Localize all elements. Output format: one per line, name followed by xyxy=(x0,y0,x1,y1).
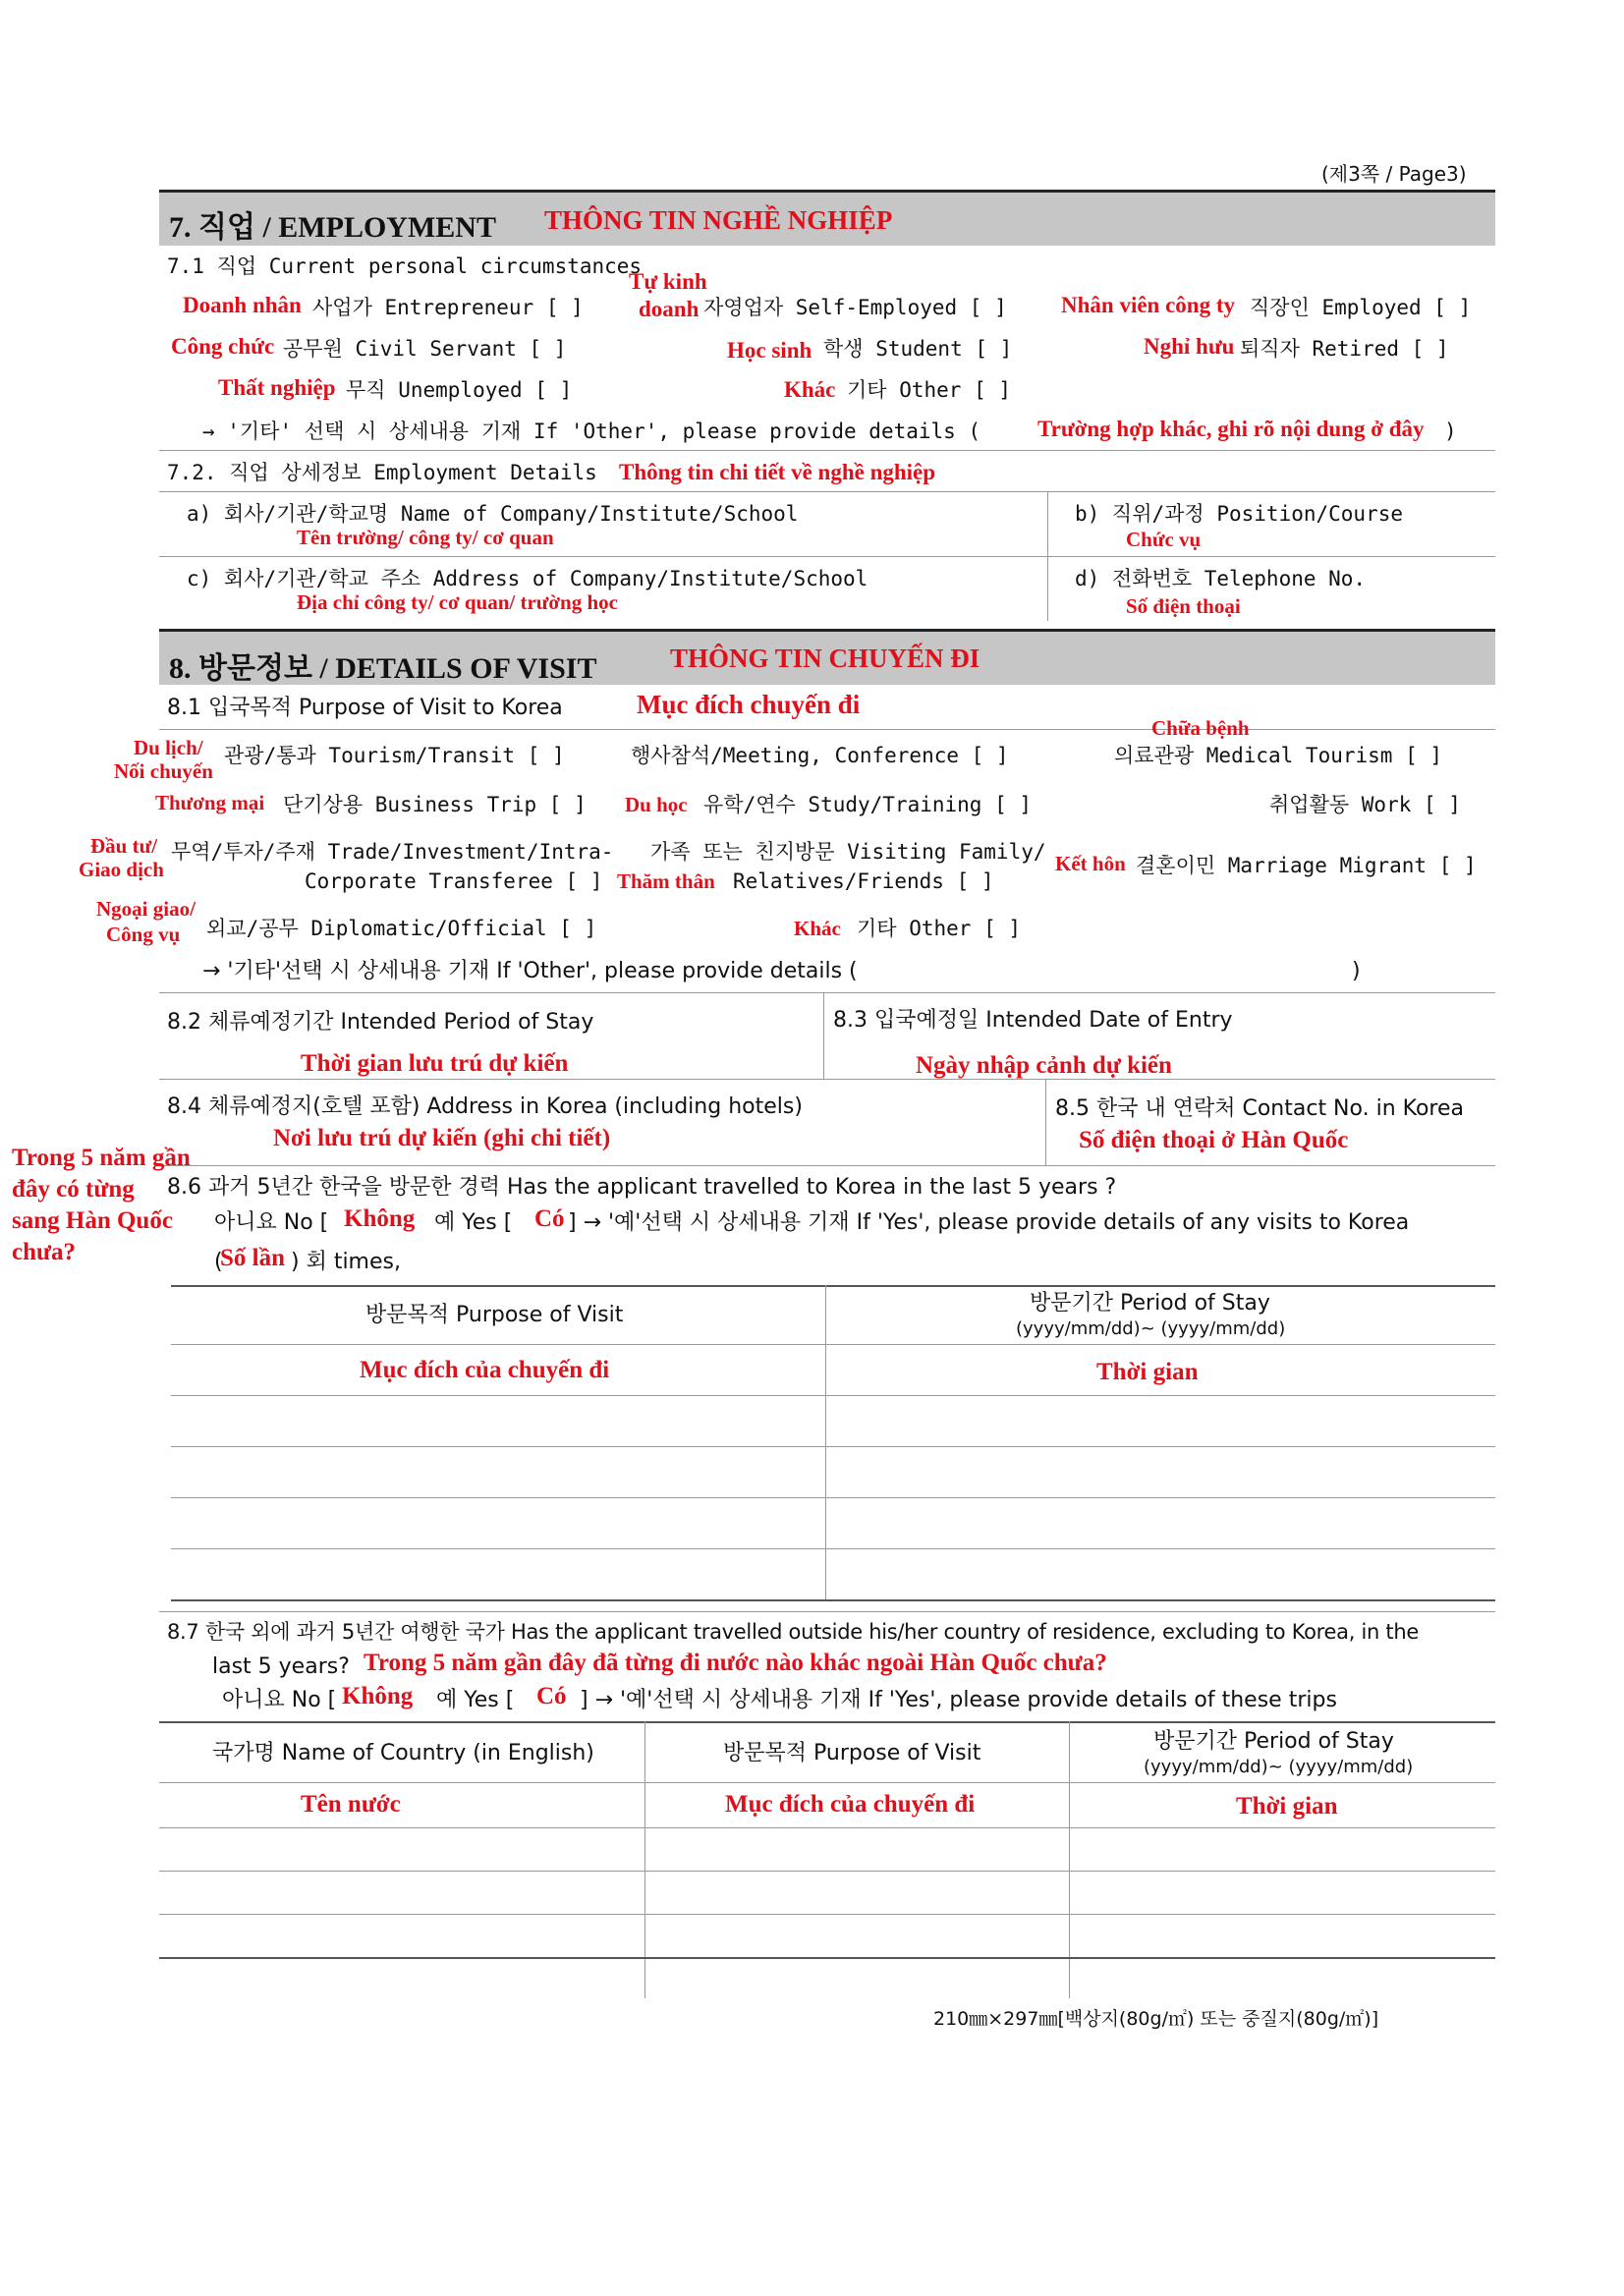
t86-col-period-format: (yyyy/mm/dd)~ (yyyy/mm/dd) xyxy=(1016,1318,1286,1339)
q87-vi: Trong 5 năm gần đây đã từng đi nước nào khác ngoài Hàn Quốc chưa? xyxy=(364,1650,1107,1676)
divider xyxy=(159,729,1495,730)
marriage-vi: Kết hôn xyxy=(1055,852,1126,875)
work-option[interactable]: 취업활동 Work [ ] xyxy=(1269,793,1461,816)
t86-col-purpose: 방문목적 Purpose of Visit xyxy=(365,1303,624,1327)
t87-col-period-format: (yyyy/mm/dd)~ (yyyy/mm/dd) xyxy=(1144,1757,1414,1777)
divider xyxy=(159,992,1495,993)
divider xyxy=(159,1165,1495,1166)
q86-vi-line3: sang Hàn Quốc xyxy=(12,1207,173,1234)
q85-label: 8.5 한국 내 연락처 Contact No. in Korea xyxy=(1055,1096,1464,1121)
q87-no-option[interactable]: 아니요 No [ xyxy=(222,1688,337,1712)
t86-row1-period-vi: Thời gian xyxy=(1096,1359,1199,1385)
section-7-header xyxy=(159,190,1495,246)
table-row-divider xyxy=(159,1871,1495,1872)
divider xyxy=(159,556,1495,557)
table-border xyxy=(159,1957,1495,1959)
family-option-line1[interactable]: 가족 또는 친지방문 Visiting Family/ xyxy=(650,840,1046,864)
medical-option[interactable]: 의료관광 Medical Tourism [ ] xyxy=(1114,744,1443,767)
q86-vi-line4: chưa? xyxy=(12,1239,77,1265)
business-option[interactable]: 단기상용 Business Trip [ ] xyxy=(283,793,587,816)
table-row-divider xyxy=(171,1548,1495,1549)
q82-label: 8.2 체류예정기간 Intended Period of Stay xyxy=(167,1010,594,1035)
t87-row1-period-vi: Thời gian xyxy=(1236,1793,1338,1820)
entrepreneur-option[interactable]: 사업가 Entrepreneur [ ] xyxy=(312,296,584,319)
t86-row1-purpose-vi: Mục đích của chuyến đi xyxy=(360,1357,610,1383)
table-row-divider xyxy=(171,1446,1495,1447)
other-detail-label: → '기타' 선택 시 상세내용 기재 If 'Other', please provide details ( xyxy=(202,420,981,443)
address-vi: Địa chỉ công ty/ cơ quan/ trường học xyxy=(297,590,618,614)
q84-vi: Nơi lưu trú dự kiến (ghi chi tiết) xyxy=(273,1125,611,1151)
student-option[interactable]: 학생 Student [ ] xyxy=(823,337,1013,361)
t86-col-period: 방문기간 Period of Stay xyxy=(1030,1291,1270,1316)
entrepreneur-vi: Doanh nhân xyxy=(183,293,302,317)
civil-option[interactable]: 공무원 Civil Servant [ ] xyxy=(283,337,567,361)
t87-row1-country-vi: Tên nước xyxy=(301,1791,401,1818)
retired-option[interactable]: 퇴직자 Retired [ ] xyxy=(1240,337,1449,361)
other-option[interactable]: 기타 Other [ ] xyxy=(847,378,1012,402)
q86-label: 8.6 과거 5년간 한국을 방문한 경력 Has the applicant travelled to Korea in the last 5 years ? xyxy=(167,1175,1117,1200)
study-option[interactable]: 유학/연수 Study/Training [ ] xyxy=(703,793,1033,816)
section-8-title: 8. 방문정보 / DETAILS OF VISIT xyxy=(169,652,597,685)
table-row-divider xyxy=(171,1344,1495,1345)
q87-yes-vi: Có xyxy=(536,1683,567,1709)
employed-option[interactable]: 직장인 Employed [ ] xyxy=(1250,296,1472,319)
q86-yes-vi: Có xyxy=(534,1205,565,1232)
q86-yes-detail: ] → '예'선택 시 상세내용 기재 If 'Yes', please provide details of any visits to Korea xyxy=(568,1210,1410,1235)
address-label: c) 회사/기관/학교 주소 Address of Company/Institute/School xyxy=(187,567,868,590)
divider xyxy=(1045,1079,1046,1165)
tourism-vi1: Du lịch/ xyxy=(134,736,203,759)
q87-label-line1: 8.7 한국 외에 과거 5년간 여행한 국가 Has the applicant travelled outside his/her country of residence, excluding to Korea, in the xyxy=(167,1620,1419,1644)
table-border xyxy=(159,1721,1495,1723)
table-row-divider xyxy=(171,1497,1495,1498)
diplomatic-vi2: Công vụ xyxy=(106,923,181,946)
table-row-divider xyxy=(159,1782,1495,1783)
family-vi: Thăm thân xyxy=(617,869,715,893)
q85-vi: Số điện thoại ở Hàn Quốc xyxy=(1079,1127,1349,1153)
self-employed-vi1: Tự kinh xyxy=(629,269,707,294)
q86-yes-option[interactable]: 예 Yes [ xyxy=(434,1210,513,1235)
section-8-title-vi: THÔNG TIN CHUYẾN ĐI xyxy=(670,644,980,673)
visit-other-detail-label: → '기타'선택 시 상세내용 기재 If 'Other', please provide details ( xyxy=(202,959,858,983)
table-border xyxy=(825,1285,826,1599)
q86-vi-line1: Trong 5 năm gần xyxy=(12,1145,191,1171)
t87-col-country: 국가명 Name of Country (in English) xyxy=(212,1741,594,1765)
family-option-line2[interactable]: Relatives/Friends [ ] xyxy=(733,869,994,893)
q86-no-vi: Không xyxy=(344,1205,416,1232)
table-border xyxy=(171,1285,1495,1287)
q87-yes-detail: ] → '예'선택 시 상세내용 기재 If 'Yes', please provide details of these trips xyxy=(580,1688,1337,1712)
section-7-title-vi: THÔNG TIN NGHỀ NGHIỆP xyxy=(544,205,893,235)
page-label: (제3쪽 / Page3) xyxy=(1321,162,1467,186)
divider xyxy=(823,992,824,1079)
tourism-vi2: Nối chuyến xyxy=(114,759,213,783)
self-employed-option[interactable]: 자영업자 Self-Employed [ ] xyxy=(703,296,1007,319)
tourism-option[interactable]: 관광/통과 Tourism/Transit [ ] xyxy=(224,744,565,767)
q83-label: 8.3 입국예정일 Intended Date of Entry xyxy=(833,1008,1233,1033)
q86-vi-line2: đây có từng xyxy=(12,1176,135,1203)
table-row-divider xyxy=(159,1914,1495,1915)
table-row-divider xyxy=(171,1395,1495,1396)
study-vi: Du học xyxy=(625,793,688,816)
company-vi: Tên trường/ công ty/ cơ quan xyxy=(297,526,554,549)
q87-yes-option[interactable]: 예 Yes [ xyxy=(436,1688,515,1712)
conference-option[interactable]: 행사참석/Meeting, Conference [ ] xyxy=(631,744,1009,767)
trade-option-line2[interactable]: Corporate Transferee [ ] xyxy=(305,869,603,893)
q87-no-vi: Không xyxy=(342,1683,414,1709)
section-8-header xyxy=(159,629,1495,685)
q86-times-open: ( xyxy=(214,1250,223,1274)
divider xyxy=(159,450,1495,451)
student-vi: Học sinh xyxy=(727,338,812,363)
divider xyxy=(159,1611,1495,1612)
trade-vi1: Đầu tư/ xyxy=(90,834,158,858)
position-label: b) 직위/과정 Position/Course xyxy=(1075,502,1404,526)
visit-other-detail-close: ) xyxy=(1352,959,1361,983)
other-visit-option[interactable]: 기타 Other [ ] xyxy=(857,917,1022,940)
trade-vi2: Giao dịch xyxy=(79,858,164,881)
q83-vi: Ngày nhập cảnh dự kiến xyxy=(916,1052,1172,1079)
q86-no-option[interactable]: 아니요 No [ xyxy=(214,1210,329,1235)
self-employed-vi2: doanh xyxy=(639,297,700,321)
q72-vi: Thông tin chi tiết về nghề nghiệp xyxy=(619,460,936,484)
q71-label: 7.1 직업 Current personal circumstances xyxy=(167,254,643,278)
diplomatic-option[interactable]: 외교/공무 Diplomatic/Official [ ] xyxy=(206,917,597,940)
employed-vi: Nhân viên công ty xyxy=(1061,293,1235,317)
unemployed-vi: Thất nghiệp xyxy=(218,375,336,400)
q72-label: 7.2. 직업 상세정보 Employment Details xyxy=(167,461,597,484)
other-visit-vi: Khác xyxy=(794,917,841,940)
q86-times[interactable]: ) 회 times, xyxy=(291,1250,401,1274)
other-vi: Khác xyxy=(784,377,836,402)
t87-row1-purpose-vi: Mục đích của chuyến đi xyxy=(725,1791,976,1818)
divider xyxy=(159,1079,1495,1080)
paper-spec-footer: 210㎜×297㎜[백상지(80g/㎡) 또는 중질지(80g/㎡)] xyxy=(933,2008,1379,2030)
q81-label: 8.1 입국목적 Purpose of Visit to Korea xyxy=(167,696,563,720)
table-row-divider xyxy=(159,1827,1495,1828)
q87-label-line2: last 5 years? xyxy=(212,1654,350,1679)
other-detail-close: ) xyxy=(1444,420,1457,443)
q81-vi: Mục đích chuyến đi xyxy=(637,690,861,719)
diplomatic-vi1: Ngoại giao/ xyxy=(96,897,196,921)
position-vi: Chức vụ xyxy=(1126,528,1202,551)
section-7-title: 7. 직업 / EMPLOYMENT xyxy=(169,211,496,244)
company-label: a) 회사/기관/학교명 Name of Company/Institute/School xyxy=(187,502,799,526)
trade-option-line1[interactable]: 무역/투자/주재 Trade/Investment/Intra- xyxy=(171,840,614,864)
retired-vi: Nghỉ hưu xyxy=(1144,334,1235,359)
medical-vi: Chữa bệnh xyxy=(1151,716,1250,740)
other-detail-vi: Trường hợp khác, ghi rõ nội dung ở đây xyxy=(1037,417,1425,441)
divider xyxy=(159,491,1495,492)
q84-label: 8.4 체류예정지(호텔 포함) Address in Korea (including hotels) xyxy=(167,1094,803,1119)
q82-vi: Thời gian lưu trú dự kiến xyxy=(301,1050,569,1077)
marriage-option[interactable]: 결혼이민 Marriage Migrant [ ] xyxy=(1136,854,1477,877)
unemployed-option[interactable]: 무직 Unemployed [ ] xyxy=(346,378,573,402)
business-vi: Thương mại xyxy=(155,791,265,814)
t87-col-purpose: 방문목적 Purpose of Visit xyxy=(723,1741,981,1765)
phone-label: d) 전화번호 Telephone No. xyxy=(1075,567,1367,590)
table-border xyxy=(171,1599,1495,1601)
q86-times-vi: Số lần xyxy=(220,1245,286,1271)
civil-vi: Công chức xyxy=(171,334,275,359)
phone-vi: Số điện thoại xyxy=(1126,594,1241,618)
t87-col-period: 방문기간 Period of Stay xyxy=(1153,1729,1394,1754)
